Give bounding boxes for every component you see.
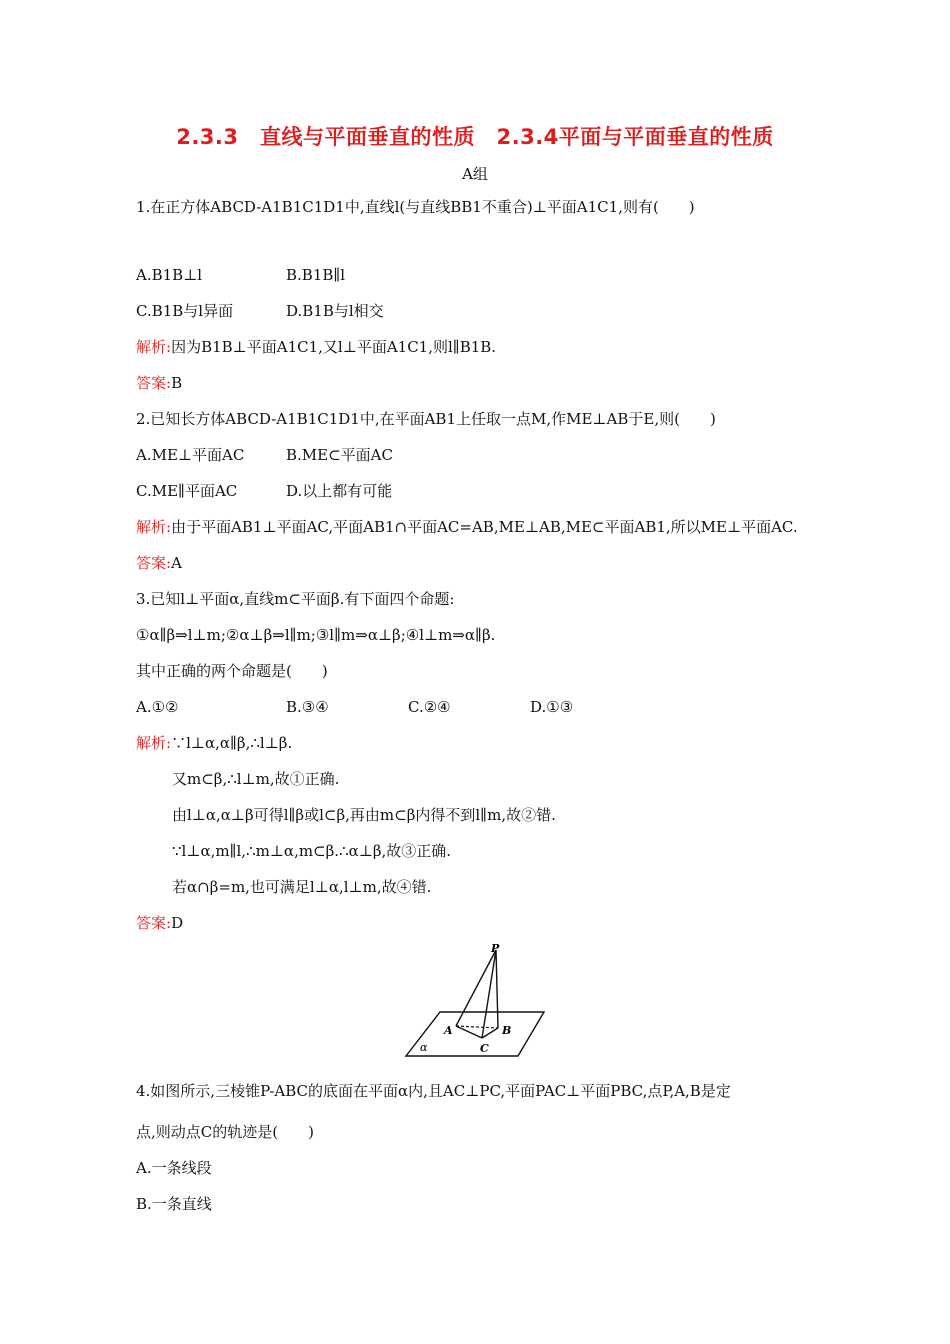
q1-option-a: A.B1B⊥l	[136, 266, 203, 284]
answer-label: 答案:	[136, 554, 172, 572]
analysis-label: 解析:	[136, 734, 172, 752]
edge-pb	[496, 950, 498, 1028]
q1-option-b: B.B1B∥l	[286, 266, 346, 284]
q4-option-b: B.一条直线	[136, 1195, 212, 1213]
q2-option-c: C.ME∥平面AC	[136, 482, 238, 500]
page-title: 2.3.3 直线与平面垂直的性质 2.3.4平面与平面垂直的性质	[176, 125, 774, 149]
label-b: B	[502, 1024, 512, 1037]
edge-cb	[482, 1028, 498, 1038]
edge-ab-hidden	[456, 1026, 498, 1028]
q3-ask: 其中正确的两个命题是( )	[136, 662, 328, 680]
q2-analysis	[136, 517, 798, 537]
analysis-label: 解析:	[136, 518, 172, 536]
q2-answer	[136, 553, 182, 573]
q1-analysis	[136, 337, 496, 357]
q2-option-d: D.以上都有可能	[286, 482, 393, 500]
q3-option-d: D.①③	[530, 698, 574, 716]
q3-answer	[136, 913, 183, 933]
q2-option-a: A.ME⊥平面AC	[136, 446, 245, 464]
q1-answer-value: B	[171, 374, 183, 392]
q1-option-c: C.B1B与l异面	[136, 302, 234, 320]
q3-option-c: C.②④	[408, 698, 451, 716]
label-alpha: α	[420, 1041, 428, 1054]
q3-propositions: ①α∥β⇒l⊥m;②α⊥β⇒l∥m;③l∥m⇒α⊥β;④l⊥m⇒α∥β.	[136, 626, 496, 644]
q2-option-b: B.ME⊂平面AC	[286, 446, 393, 464]
q3-stem: 3.已知l⊥平面α,直线m⊂平面β.有下面四个命题:	[136, 590, 455, 608]
q2-analysis-text: 由于平面AB1⊥平面AC,平面AB1∩平面AC=AB,ME⊥AB,ME⊂平面AB1,所以ME⊥平面AC.	[171, 518, 798, 536]
q3-option-a: A.①②	[136, 698, 179, 716]
q1-analysis-text: 因为B1B⊥平面A1C1,又l⊥平面A1C1,则l∥B1B.	[171, 338, 497, 356]
q4-stem-line-2: 点,则动点C的轨迹是( )	[136, 1123, 314, 1141]
q3-analysis-line-5: 若α∩β=m,也可满足l⊥α,l⊥m,故④错.	[172, 878, 432, 896]
q2-stem: 2.已知长方体ABCD-A1B1C1D1中,在平面AB1上任取一点M,作ME⊥AB于E,则( )	[136, 410, 716, 428]
q3-analysis-line-3: 由l⊥α,α⊥β可得l∥β或l⊂β,再由m⊂β内得不到l∥m,故②错.	[172, 806, 556, 824]
q3-analysis-line-2: 又m⊂β,∴l⊥m,故①正确.	[172, 770, 340, 788]
q3-option-b: B.③④	[286, 698, 329, 716]
q1-answer	[136, 373, 182, 393]
q4-stem-line-1: 4.如图所示,三棱锥P-ABC的底面在平面α内,且AC⊥PC,平面PAC⊥平面PBC,点P,A,B是定	[136, 1082, 731, 1100]
analysis-label: 解析:	[136, 338, 172, 356]
q3-analysis-line-1: ∵l⊥α,α∥β,∴l⊥β.	[171, 734, 293, 752]
answer-label: 答案:	[136, 374, 172, 392]
label-c: C	[480, 1042, 489, 1055]
answer-label: 答案:	[136, 914, 172, 932]
q3-analysis-line-4: ∵l⊥α,m∥l,∴m⊥α,m⊂β.∴α⊥β,故③正确.	[172, 842, 452, 860]
pyramid-figure	[400, 938, 550, 1060]
q3-analysis	[136, 733, 292, 753]
q1-option-d: D.B1B与l相交	[286, 302, 384, 320]
label-a: A	[444, 1024, 453, 1037]
q3-answer-value: D	[171, 914, 184, 932]
edge-ac	[456, 1026, 482, 1038]
q4-option-a: A.一条线段	[136, 1159, 212, 1177]
label-p: P	[491, 942, 500, 955]
q2-answer-value: A	[171, 554, 182, 572]
q1-stem: 1.在正方体ABCD-A1B1C1D1中,直线l(与直线BB1不重合)⊥平面A1C1,则有( )	[136, 198, 695, 216]
group-heading: A组	[462, 165, 488, 183]
